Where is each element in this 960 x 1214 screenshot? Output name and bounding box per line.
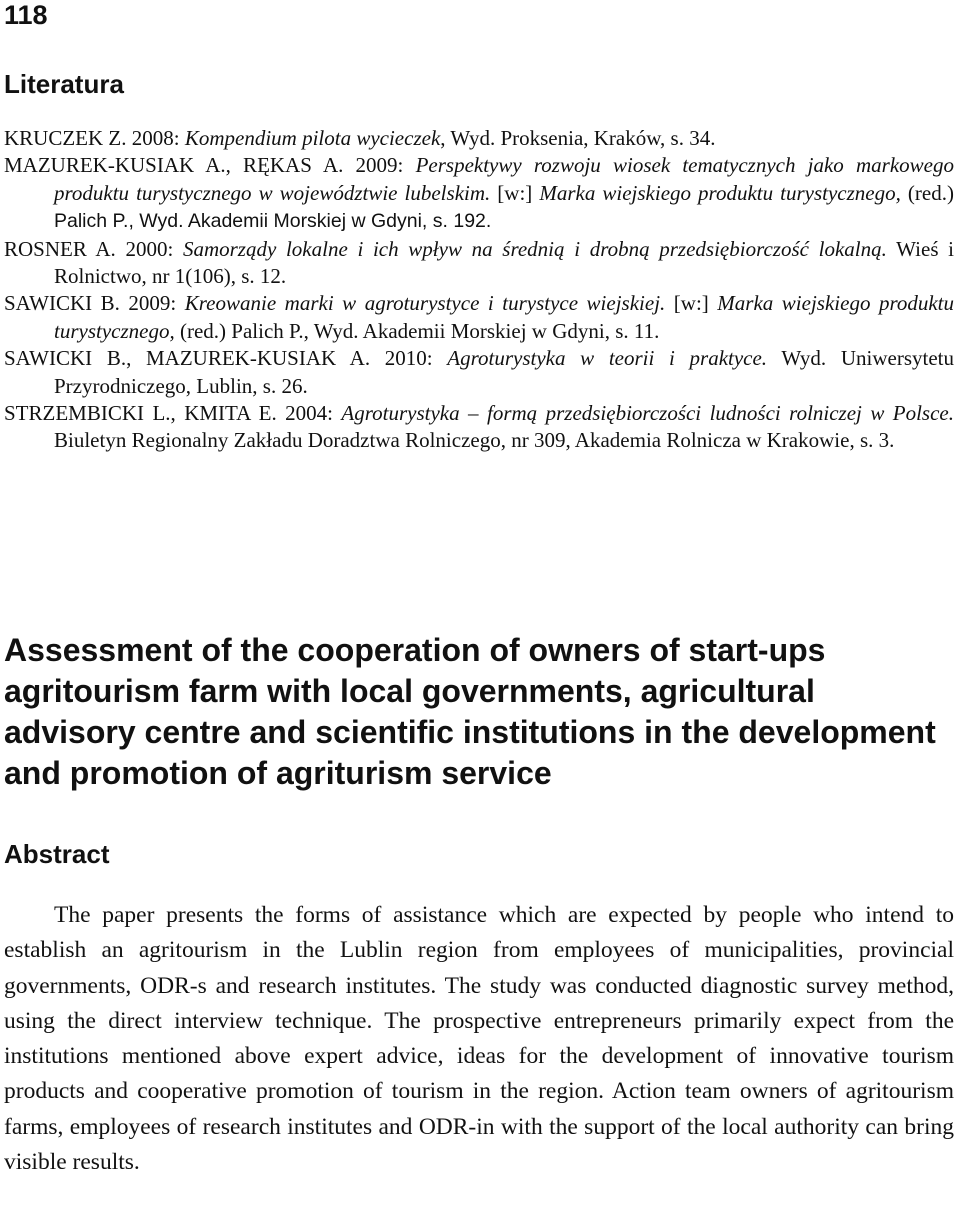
paper-title: Assessment of the cooperation of owners of start-ups agritourism farm with local governments, agricultural advisory centre and scientific institutions in the development and promotion of agriturism service xyxy=(4,632,936,791)
reference-title: Kreowanie marki w agroturystyce i turystyce wiejskiej. xyxy=(184,291,666,316)
reference-title: Agroturystyka w teorii i praktyce. xyxy=(447,346,768,371)
reference-book-title: Marka wiejskiego produktu turystycznego, xyxy=(54,291,954,343)
abstract-text: The paper presents the forms of assistance which are expected by people who intend to establish an agritourism in the Lublin region from employees of municipalities, provincial governments, ODR-s and research institutes. The study was conducted diagnostic survey method, using the direct interview technique. The prospective entrepreneurs primarily expect from the institutions mentioned above expert advice, ideas for the development of innovative tourism products and cooperative promotion of tourism in the region. Action team owners of agritourism farms, employees of research institutes and ODR-in with the support of the local authority can bring visible results. xyxy=(4,902,954,1176)
reference-title: Samorządy lokalne i ich wpływ na średnią i drobną przedsiębiorczość lokalną. xyxy=(182,236,887,261)
reference-title: Kompendium pilota wycieczek xyxy=(184,126,441,150)
literature-heading: Literatura xyxy=(4,69,124,99)
reference-item xyxy=(4,236,954,291)
reference-details: Biuletyn Regionalny Zakładu Doradztwa Rolniczego, nr 309, Akademia Rolnicza w Krakowie, s. 3. xyxy=(54,428,895,453)
reference-list xyxy=(4,125,954,455)
page-number: 118 xyxy=(4,0,48,30)
reference-in-marker: [w:] xyxy=(665,291,718,316)
reference-title: Agroturystyka – formą przedsiębiorczości ludności rolniczej w Polsce. xyxy=(341,401,954,426)
reference-item xyxy=(4,290,954,345)
reference-item xyxy=(4,400,954,455)
reference-authors: SAWICKI B. 2009: xyxy=(4,291,185,316)
reference-title: Perspektywy rozwoju wiosek tematycznych jako markowego produktu turystycznego w województwie lubelskim. xyxy=(54,153,954,205)
reference-details: Palich P., Wyd. Akademii Morskiej w Gdyni, s. 192. xyxy=(54,210,492,233)
reference-authors: SAWICKI B., MAZUREK-KUSIAK A. 2010: xyxy=(4,346,448,371)
reference-authors: STRZEMBICKI L., KMITA E. 2004: xyxy=(4,401,342,426)
reference-details: Wieś i Rolnictwo, nr 1(106), s. 12. xyxy=(54,236,954,289)
reference-editor-marker: (red.) xyxy=(900,180,954,205)
reference-authors: MAZUREK-KUSIAK A., RĘKAS A. 2009: xyxy=(4,153,416,178)
reference-item xyxy=(4,152,954,235)
reference-authors: KRUCZEK Z. 2008: xyxy=(4,126,185,150)
reference-book-title: Marka wiejskiego produktu turystycznego, xyxy=(539,180,901,205)
reference-item xyxy=(4,345,954,400)
reference-item xyxy=(4,125,954,152)
reference-authors: ROSNER A. 2000: xyxy=(4,236,183,261)
reference-details: , Wyd. Proksenia, Kraków, s. 34. xyxy=(440,126,716,150)
reference-details: (red.) Palich P., Wyd. Akademii Morskiej w Gdyni, s. 11. xyxy=(174,318,660,343)
abstract-heading: Abstract xyxy=(4,839,110,869)
reference-details: Wyd. Uniwersytetu Przyrodniczego, Lublin, s. 26. xyxy=(54,346,954,398)
reference-in-marker: [w:] xyxy=(490,180,540,205)
